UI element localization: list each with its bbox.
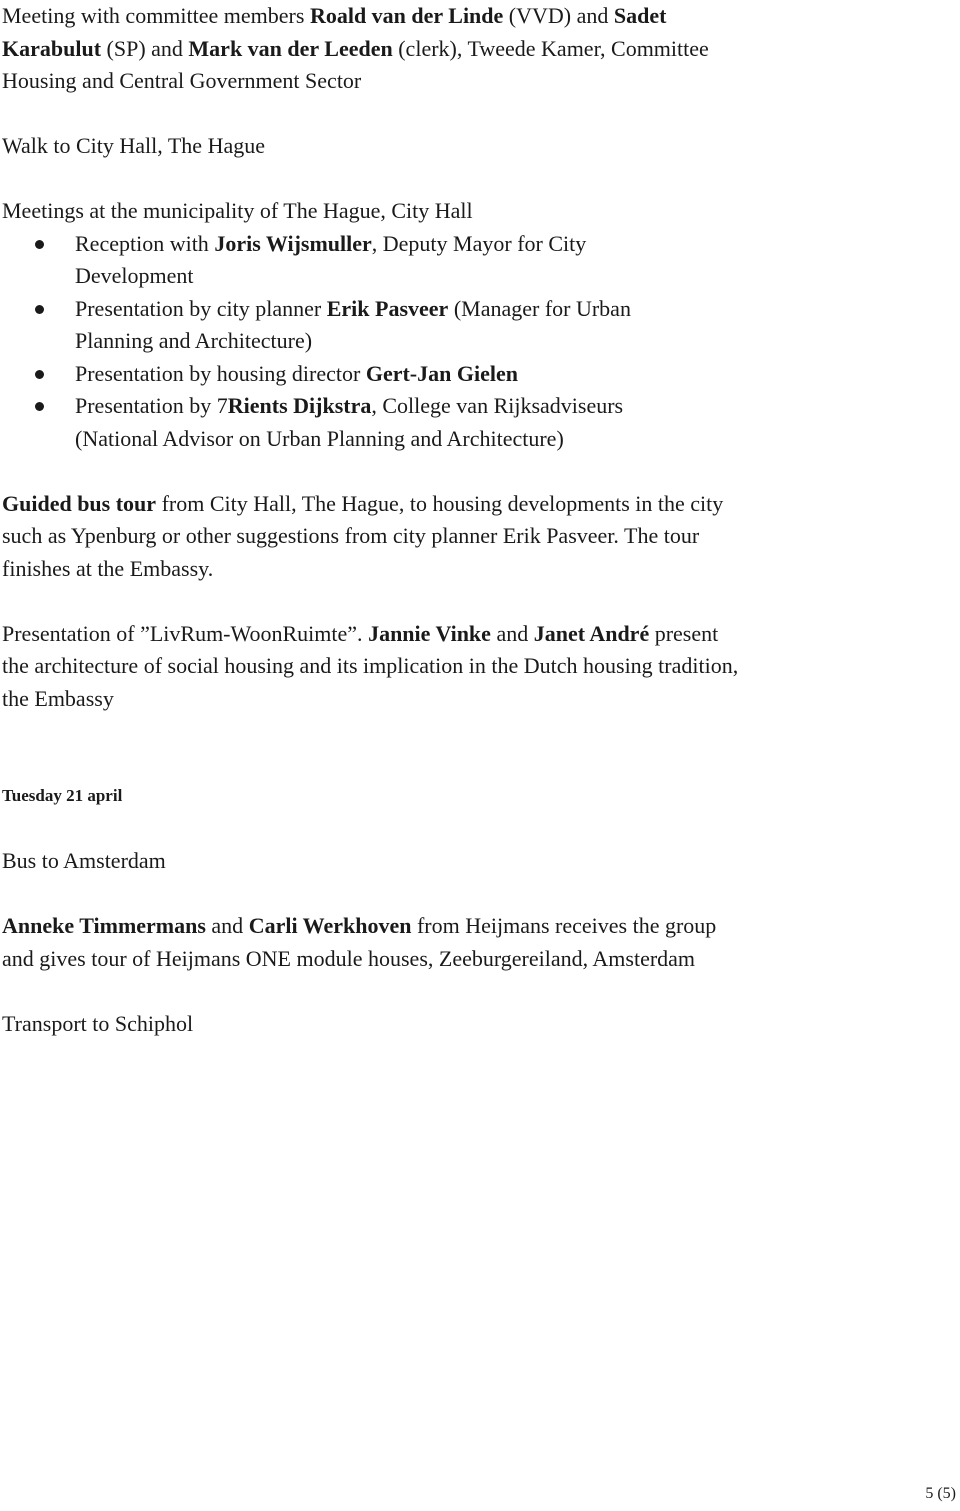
list-item: Presentation by city planner Erik Pasveer (Manager for Urban Planning and Architecture) (2, 293, 692, 358)
day-heading: Tuesday 21 april (2, 786, 123, 805)
list-item: Presentation by 7Rients Dijkstra, College van Rijksadviseurs (National Advisor on Urban Planning and Architecture) (2, 390, 692, 455)
bullet-icon (35, 240, 44, 249)
page-number: 5 (5) (925, 1485, 956, 1502)
bullet-icon (35, 402, 44, 411)
person-name: Janet André (533, 620, 650, 646)
person-name: Erik Pasveer (326, 295, 449, 321)
list-item: Presentation by housing director Gert-Jan Gielen (2, 358, 692, 391)
person-name: Roald van der Linde (309, 3, 504, 28)
livrum-paragraph: Presentation of ”LivRum-WoonRuimte”. Jannie Vinke and Janet André present the architecture of social housing and its implication in the Dutch housing tradition, the Embassy (2, 620, 739, 711)
walk-paragraph: Walk to City Hall, The Hague (2, 133, 265, 158)
person-name: Joris Wijsmuller (214, 230, 372, 256)
bus-tour-label: Guided bus tour (2, 490, 157, 516)
document-page (2, 0, 942, 1040)
bus-tour-paragraph: Guided bus tour from City Hall, The Hague, to housing developments in the city such as Ypenburg or other suggestions from city planner Erik Pasveer. The tour finishes at the Embassy. (2, 490, 724, 581)
person-name: Carli Werkhoven (248, 913, 412, 938)
bullet-icon (35, 305, 44, 314)
municipality-meetings-list (2, 228, 692, 456)
person-name: Sadet Karabulut (2, 3, 667, 61)
person-name: Anneke Timmermans (2, 913, 206, 938)
person-name: Gert-Jan Gielen (365, 360, 518, 386)
person-name: Rients Dijkstra (227, 393, 372, 418)
heijmans-paragraph: Anneke Timmermans and Carli Werkhoven from Heijmans receives the group and gives tour of Heijmans ONE module houses, Zeeburgereiland, Amsterdam (2, 913, 717, 971)
transport-paragraph: Transport to Schiphol (2, 1010, 194, 1036)
bullet-icon (35, 370, 44, 379)
municipality-intro: Meetings at the municipality of The Hague, City Hall (2, 198, 473, 223)
person-name: Mark van der Leeden (188, 35, 393, 61)
person-name: Jannie Vinke (368, 620, 491, 646)
bus-amsterdam-paragraph: Bus to Amsterdam (2, 848, 166, 873)
meeting-committee-paragraph: Meeting with committee members Roald van der Linde (VVD) and Sadet Karabulut (SP) and Mark van der Leeden (clerk), Tweede Kamer, Committee Housing and Central Government Sector (2, 3, 709, 93)
list-item: Reception with Joris Wijsmuller, Deputy Mayor for City Development (2, 228, 692, 293)
